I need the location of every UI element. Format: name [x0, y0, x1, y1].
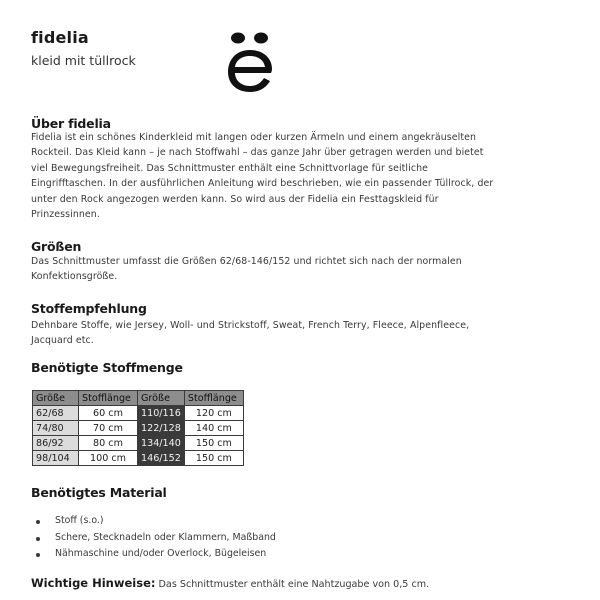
about-line: Eingrifftaschen. In der ausführlichen Anleitung wird beschrieben, wie ein passender Tüllrock, der [31, 178, 494, 190]
table-header-row [33, 391, 244, 406]
table-cell: 70 cm [79, 421, 138, 436]
hints-line [31, 576, 429, 590]
table-cell: 150 cm [184, 436, 243, 451]
table-cell: 86/92 [33, 436, 79, 451]
list-item [33, 546, 276, 563]
list-item [33, 513, 276, 530]
table-cell: 150 cm [184, 451, 243, 466]
sizes-line: Das Schnittmuster umfasst die Größen 62/68-146/152 und richtet sich nach der normalen [31, 256, 462, 267]
fabric-heading: Stoffempfehlung [31, 301, 147, 316]
table-cell: 122/128 [138, 421, 185, 436]
hints-separator: : [150, 576, 156, 590]
table-cell: 98/104 [33, 451, 79, 466]
table-row [33, 421, 244, 436]
table-header: Größe [138, 391, 185, 406]
about-heading: Über fidelia [31, 116, 111, 131]
table-cell: 74/80 [33, 421, 79, 436]
about-line: viel Bewegungsfreiheit. Das Schnittmuster enthält eine Schnittvorlage für seitliche [31, 162, 428, 174]
table-header: Stofflänge [79, 391, 138, 406]
list-item-label: Nähmaschine und/oder Overlock, Bügeleisen [55, 548, 267, 559]
sizes-heading: Größen [31, 239, 82, 254]
fabric-line: Dehnbare Stoffe, wie Jersey, Woll- und Strickstoff, Sweat, French Terry, Fleece, Alpenfleece, [31, 320, 470, 331]
about-text [31, 130, 571, 222]
about-line: unter den Rock angezogen werden kann. So wird aus der Fidelia ein Festtagskleid für [31, 193, 439, 205]
sizes-line: Konfektionsgröße. [31, 271, 118, 283]
about-line: Prinzessinnen. [31, 209, 100, 221]
table-cell: 100 cm [79, 451, 138, 466]
table-row [33, 406, 244, 421]
table-cell: 62/68 [33, 406, 79, 421]
table-cell: 140 cm [184, 421, 243, 436]
fabric-amount-table [32, 390, 244, 466]
material-list [33, 513, 276, 563]
table-cell: 60 cm [79, 406, 138, 421]
bullet-icon [36, 537, 40, 541]
table-cell: 146/152 [138, 451, 185, 466]
about-line: Fidelia ist ein schönes Kinderkleid mit langen oder kurzen Ärmeln und einem angekräuselten [31, 132, 477, 143]
brand-logo-icon [221, 28, 279, 96]
table-cell: 120 cm [184, 406, 243, 421]
page-title: fidelia [31, 28, 89, 47]
table-row [33, 436, 244, 451]
bullet-icon [36, 520, 40, 524]
amount-heading: Benötigte Stoffmenge [31, 360, 183, 375]
table-header: Stofflänge [184, 391, 243, 406]
list-item [33, 530, 276, 547]
table-cell: 110/116 [138, 406, 185, 421]
table-cell: 80 cm [79, 436, 138, 451]
table-header: Größe [33, 391, 79, 406]
fabric-text [31, 318, 571, 349]
table-row [33, 451, 244, 466]
page-subtitle: kleid mit tüllrock [31, 53, 136, 68]
hints-text: Das Schnittmuster enthält eine Nahtzugabe von 0,5 cm. [158, 579, 430, 590]
about-line: Rockteil. Das Kleid kann – je nach Stoffwahl – das ganze Jahr über getragen werden und bietet [31, 147, 484, 159]
list-item-label: Stoff (s.o.) [55, 515, 104, 526]
material-heading: Benötigtes Material [31, 485, 167, 500]
table-cell: 134/140 [138, 436, 185, 451]
hints-label: Wichtige Hinweise [31, 576, 151, 590]
sizes-text [31, 254, 571, 285]
bullet-icon [36, 553, 40, 557]
list-item-label: Schere, Stecknadeln oder Klammern, Maßband [55, 531, 276, 543]
fabric-line: Jacquard etc. [31, 335, 94, 347]
